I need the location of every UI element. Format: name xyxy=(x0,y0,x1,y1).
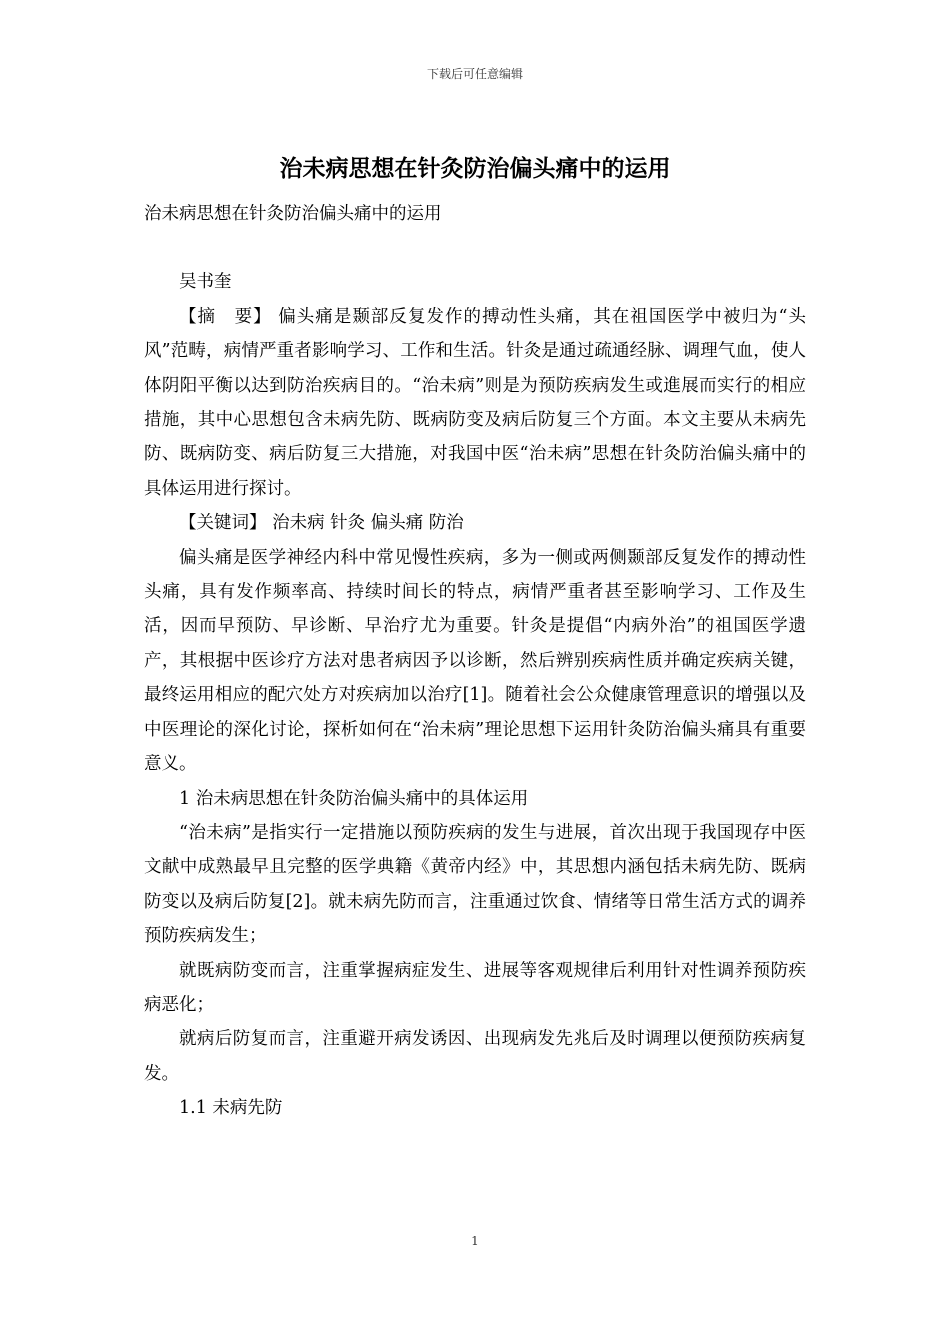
keywords-paragraph xyxy=(144,506,806,540)
keywords-text: 治未病 针灸 偏头痛 防治 xyxy=(266,513,464,534)
document-body xyxy=(144,197,806,1126)
page-number: 1 xyxy=(471,1234,479,1248)
document-title: 治未病思想在针灸防治偏头痛中的运用 xyxy=(279,156,671,182)
abstract-label: 【摘 要】 xyxy=(179,306,272,327)
intro-paragraph: 偏头痛是医学神经内科中常见慢性疾病，多为一侧或两侧颞部反复发作的搏动性头痛，具有发作频率高、持续时间长的特点，病情严重者甚至影响学习、工作及生活，因而早预防、早诊断、早治疗尤为重要。针灸是提倡“内病外治”的祖国医学遗产，其根据中医诊疗方法对患者病因予以诊断，然后辨别疾病性质并确定疾病关键，最终运用相应的配穴处方对疾病加以治疗[1]。随着社会公众健康管理意识的增强以及中医理论的深化讨论，探析如何在“治未病”理论思想下运用针灸防治偏头痛具有重要意义。 xyxy=(144,547,806,775)
document-subtitle: 治未病思想在针灸防治偏头痛中的运用 xyxy=(144,204,442,224)
section-1-paragraph: 就病后防复而言，注重避开病发诱因、出现病发先兆后及时调理以便预防疾病复发。 xyxy=(144,1029,806,1084)
section-1-1-heading: 1.1 未病先防 xyxy=(179,1098,283,1119)
section-1-paragraph: 就既病防变而言，注重掌握病症发生、进展等客观规律后利用针对性调养预防疾病恶化； xyxy=(144,960,806,1015)
section-1-heading: 1 治未病思想在针灸防治偏头痛中的具体运用 xyxy=(179,788,529,809)
author-name: 吴书奎 xyxy=(179,272,232,293)
section-1-paragraph: “治未病”是指实行一定措施以预防疾病的发生与进展，首次出现于我国现存中医文献中成熟最早且完整的医学典籍《黄帝内经》中，其思想内涵包括未病先防、既病防变以及病后防复[2]。就未病先防而言，注重通过饮食、情绪等日常生活方式的调养预防疾病发生； xyxy=(144,822,806,947)
abstract-text: 偏头痛是颞部反复发作的搏动性头痛，其在祖国医学中被归为“头风”范畴，病情严重者影响学习、工作和生活。针灸是通过疏通经脉、调理气血，使人体阴阳平衡以达到防治疾病目的。“治未病”则是为预防疾病发生或進展而实行的相应措施，其中心思想包含未病先防、既病防变及病后防复三个方面。本文主要从未病先防、既病防变、病后防复三大措施，对我国中医“治未病”思想在针灸防治偏头痛中的具体运用进行探讨。 xyxy=(144,306,807,499)
abstract-paragraph xyxy=(144,300,806,506)
page-header: 下载后可任意编辑 xyxy=(426,67,523,81)
keywords-label: 【关键词】 xyxy=(179,513,267,534)
blank-line xyxy=(144,231,806,265)
